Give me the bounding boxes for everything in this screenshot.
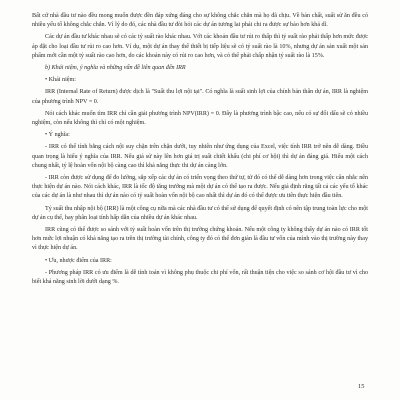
bullet-heading: • Ý nghĩa: xyxy=(45,132,70,139)
section-heading: b) Khái niệm, ý nghĩa và những vấn đề liên quan đến IRR xyxy=(45,65,186,72)
paragraph: Bất cứ nhà đầu tư nào đều mong muốn được đền đáp xứng đáng cho sự không chắc chắn mà họ đã chịu. Về bản chất, suất sử ăn đều có nhiều yếu tố không chắc chắn. Vì lý do đó, các nhà đầu tư đòi hỏi các dự án tương lai phải chi ra được sự bảo hơn khả dĩ. xyxy=(32,13,368,29)
paragraph: Nói cách khác muốn tìm IRR chỉ cần giải phương trình NPV(IRR) = 0. Đây là phương trình bậc cao, nếu có sự đổi dấu sẽ có nhiều nghiệm, còn nếu không thì chỉ có một nghiệm. xyxy=(32,110,368,127)
page-number: 15 xyxy=(358,383,365,390)
paragraph: IRR cũng có thể được so sánh với tỷ suất hoàn vốn trên thị trường chứng khoán. Nếu một công ty không thấy dự án nào có IRR tốt hơn mức lợi nhuận có khả năng tạo ra trên thị trường tài chính, công ty đó có thể đơn giản là đầu tư vốn của mình vào thị trường này thay vì thực hiện dự án. xyxy=(32,227,368,252)
paragraph: - IRR có thể tính bằng cách nội suy chặn trên chặn dưới, tuy nhiên như ứng dụng của Excel, việc tính IRR trở nên dễ dàng. Điều quan trọng là hiểu ý nghĩa của IRR. Nếu giả sử này lên hơn giá trị suất chiết khấu (chi phí cơ hội) thì dự án đáng giá. Hiểu một cách chung nhất, tỷ lệ hoàn vốn nội bộ càng cao thì khả năng thực thi dự án càng lớn. xyxy=(32,144,368,169)
paragraph: Các dự án đầu tư khác nhau sẽ có các tỷ suất rào khác nhau. Với các khoản đầu tư rủi ro thấp thì tỷ suất rào phải thấp hơn mức được áp đặt cho loại đầu tư rủi ro cao hơn. Ví dụ, một dự án thay thế thiết bị tiếp liệu sẽ có tỷ suất rào là 10%, nhưng dự án sản xuất một sản phẩm mới cần một tỷ suất rào cao hơn, do các khoản này có rủi ro cao hơn, và có thể phải chấp nhận tỷ suất rào là 15%. xyxy=(32,34,368,59)
bullet-heading: • Ưu, nhược điểm của IRR: xyxy=(45,257,112,264)
page-body xyxy=(32,12,368,287)
paragraph: Tỷ suất thu nhập nội bộ (IRR) là một công cụ nữa mà các nhà đầu tư có thể sử dụng để quyết định có nên tập trung toàn lực cho một dự án cụ thể, hay phân loại tính hấp dẫn của nhiều dự án khác nhau. xyxy=(32,205,368,221)
paragraph: IRR (Internal Rate of Return) được dịch là "Suất thu lợi nội tại". Có nghĩa là suất sinh lợi của chính bản thân dự án, IRR là nghiệm của phương trình NPV = 0. xyxy=(32,89,368,105)
bullet-heading: • Khái niệm: xyxy=(45,77,76,84)
paragraph: - Phương pháp IRR có ưu điểm là dễ tính toán vì không phụ thuộc chi phí vốn, rất thuận tiện cho việc so sánh cơ hội đầu tư vì cho biết khả năng sinh lời dưới dạng %. xyxy=(32,269,368,286)
paragraph: - IRR còn được sử dụng để đo lường, sắp xếp các dự án có triển vọng theo thứ tự, từ đó có thể dễ dàng hơn trong việc cân nhắc nên thực hiện dự án nào. Nói cách khác, IRR là tốc độ tăng trưởng mà một dự án có thể tạo ra được. Nếu giả định rằng tất cả các yếu tố khác của các dự án là như nhau thì dự án nào có tỷ suất hoàn vốn nội bộ cao nhất thì dự án đó có thể được ưu tiên thực hiện đầu tiên. xyxy=(32,175,368,200)
